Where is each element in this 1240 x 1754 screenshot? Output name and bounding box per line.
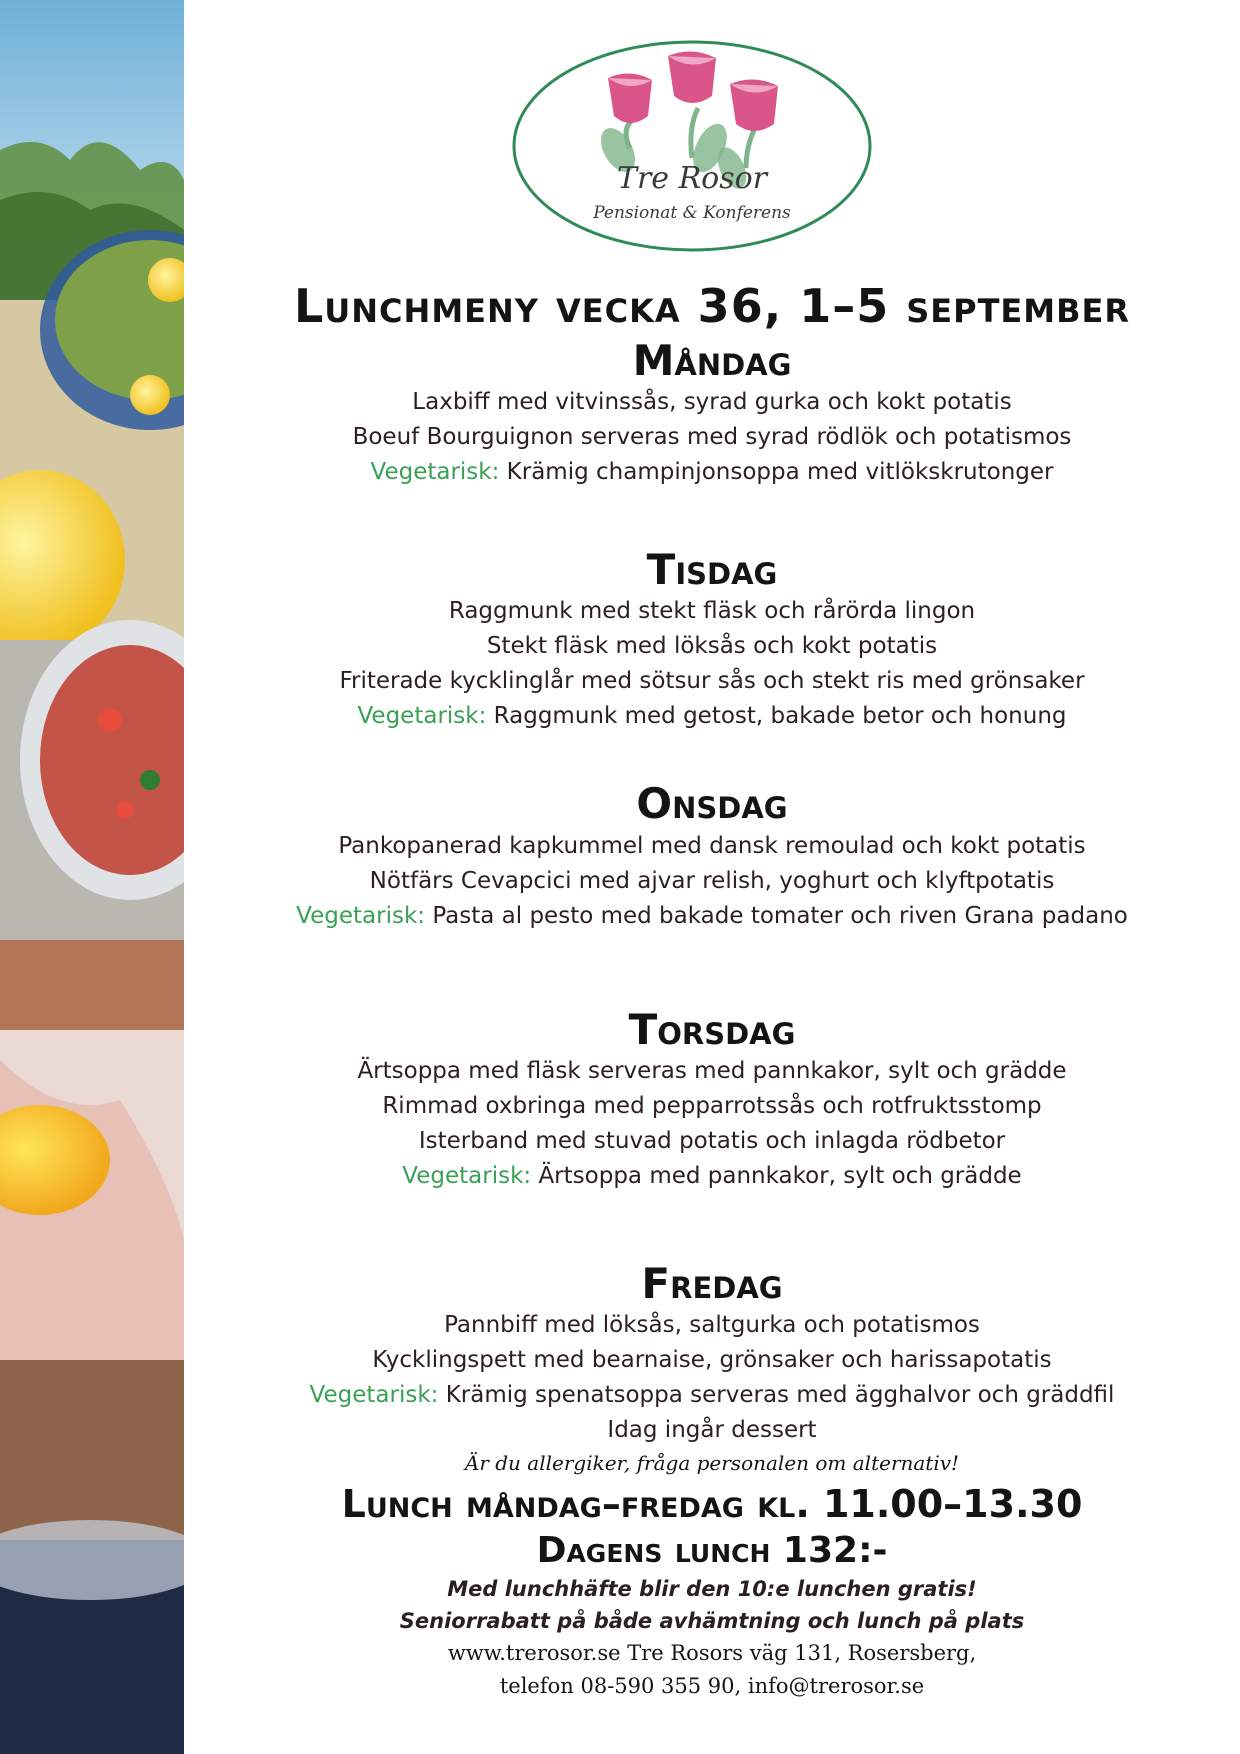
day-section-mandag	[184, 337, 1240, 490]
day-title: Torsdag	[628, 1004, 796, 1054]
dish-line: Stekt fläsk med löksås och kokt potatis	[486, 633, 938, 660]
lunch-price: Dagens lunch 132:-	[536, 1529, 888, 1571]
vegetarian-line	[184, 455, 1240, 490]
dish-line: Boeuf Bourguignon serveras med syrad rödlök och potatismos	[352, 424, 1072, 451]
day-title: Onsdag	[636, 779, 788, 829]
vegetarian-line	[184, 699, 1240, 734]
dish-line: Nötfärs Cevapcici med ajvar relish, yoghurt och klyftpotatis	[369, 867, 1055, 894]
food-illustration-strip	[0, 0, 184, 1754]
dish-line: Raggmunk med stekt fläsk och rårörda lingon	[448, 598, 976, 625]
contact-phone-email: telefon 08-590 355 90, info@trerosor.se	[499, 1673, 925, 1698]
day-section-tisdag	[184, 546, 1240, 734]
logo-tagline: Pensionat & Konferens	[593, 203, 791, 223]
vegetarian-label: Vegetarisk:	[402, 1163, 532, 1190]
lunch-hours: Lunch måndag–fredag kl. 11.00–13.30	[341, 1482, 1083, 1527]
day-section-fredag	[184, 1260, 1240, 1448]
contact-address: www.trerosor.se Tre Rosors väg 131, Rosersberg,	[447, 1640, 977, 1665]
vegetarian-line	[184, 1159, 1240, 1194]
allergy-note: Är du allergiker, fråga personalen om alternativ!	[464, 1451, 960, 1476]
vegetarian-line	[184, 1378, 1240, 1413]
dish-line: Pankopanerad kapkummel med dansk remoulad och kokt potatis	[338, 832, 1086, 859]
dish-line: Kycklingspett med bearnaise, grönsaker och harissapotatis	[372, 1347, 1052, 1374]
vegetarian-dish: Krämig spenatsoppa serveras med ägghalvor och gräddfil	[438, 1382, 1115, 1409]
dish-line: Friterade kycklinglår med sötsur sås och stekt ris med grönsaker	[339, 668, 1085, 695]
vegetarian-dish: Raggmunk med getost, bakade betor och honung	[486, 703, 1067, 730]
vegetarian-label: Vegetarisk:	[357, 703, 487, 730]
dish-line: Pannbiff med löksås, saltgurka och potatismos	[444, 1312, 980, 1339]
food-watercolor-image	[0, 0, 184, 1754]
menu-content	[184, 280, 1240, 1703]
vegetarian-label: Vegetarisk:	[309, 1382, 439, 1409]
logo-name: Tre Rosor	[616, 161, 768, 196]
vegetarian-dish: Krämig champinjonsoppa med vitlökskrutonger	[499, 459, 1054, 486]
day-title: Tisdag	[646, 545, 778, 595]
vegetarian-line	[184, 899, 1240, 934]
day-section-onsdag	[184, 780, 1240, 933]
promo-line: Med lunchhäfte blir den 10:e lunchen gratis!	[447, 1576, 977, 1601]
vegetarian-dish: Pasta al pesto med bakade tomater och riven Grana padano	[425, 902, 1128, 929]
senior-discount-line: Seniorrabatt på både avhämtning och lunch på plats	[399, 1608, 1025, 1633]
dish-line: Ärtsoppa med fläsk serveras med pannkakor, sylt och grädde	[357, 1058, 1067, 1085]
menu-title: Lunchmeny vecka 36, 1–5 september	[293, 279, 1130, 333]
tre-rosor-logo	[510, 38, 874, 254]
day-section-torsdag	[184, 1006, 1240, 1194]
dish-line: Isterband med stuvad potatis och inlagda rödbetor	[418, 1128, 1006, 1155]
vegetarian-label: Vegetarisk:	[370, 459, 500, 486]
day-title: Måndag	[632, 335, 792, 385]
vegetarian-dish: Ärtsoppa med pannkakor, sylt och grädde	[531, 1163, 1022, 1190]
dessert-note: Idag ingår dessert	[607, 1417, 817, 1444]
day-title: Fredag	[641, 1259, 783, 1309]
dish-line: Rimmad oxbringa med pepparrotssås och rotfruktsstomp	[382, 1093, 1042, 1120]
dish-line: Laxbiff med vitvinssås, syrad gurka och kokt potatis	[412, 389, 1012, 416]
vegetarian-label: Vegetarisk:	[296, 902, 426, 929]
